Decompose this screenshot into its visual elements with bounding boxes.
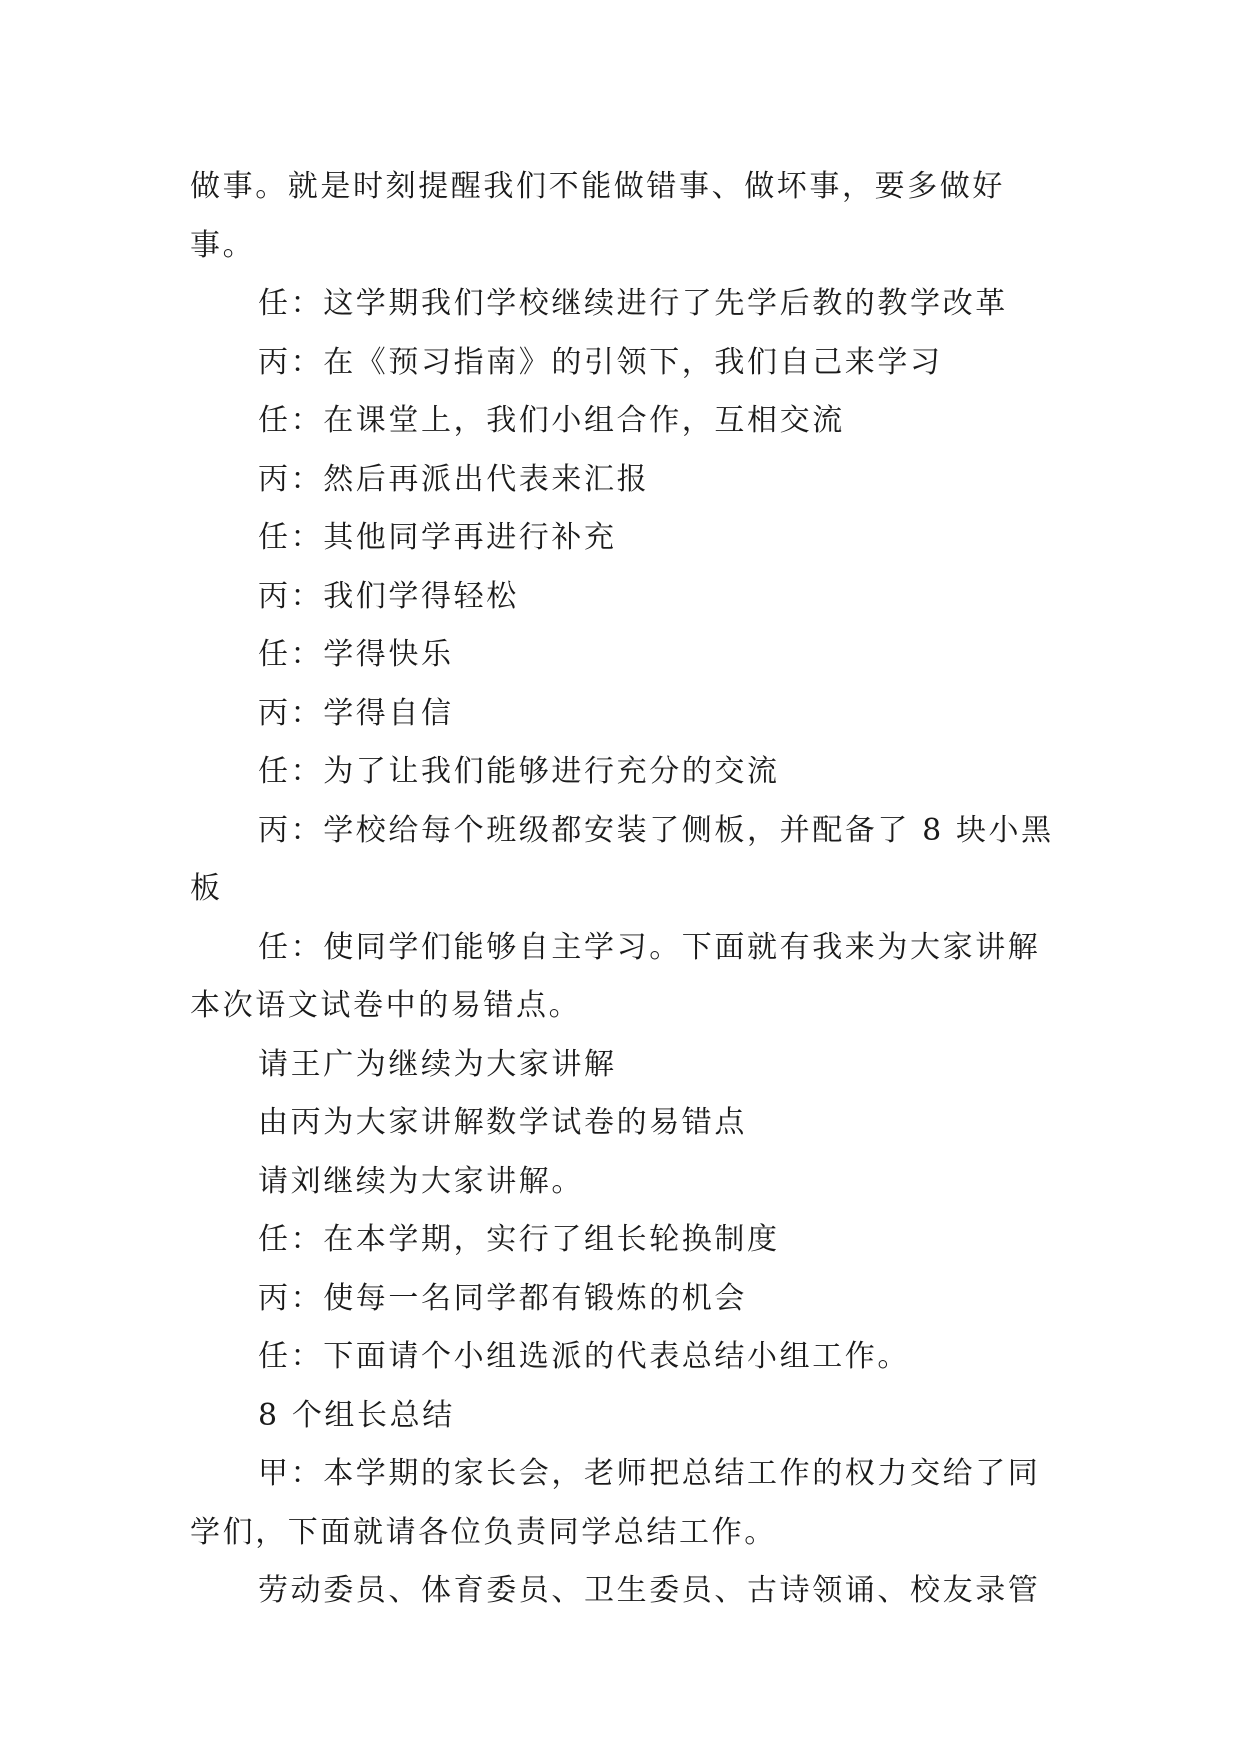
- paragraph: 任：这学期我们学校继续进行了先学后教的教学改革: [258, 286, 1008, 321]
- paragraph: 丙：然后再派出代表来汇报: [258, 461, 650, 497]
- paragraph: 请王广为继续为大家讲解: [258, 1046, 617, 1082]
- paragraph: 做事。就是时刻提醒我们不能做错事、做坏事，要多做好事。: [190, 169, 1005, 263]
- paragraph: 任：下面请个小组选派的代表总结小组工作。: [258, 1339, 910, 1374]
- paragraph: 甲：本学期的家长会，老师把总结工作的权力交给了同学们，下面就请各位负责同学总结工作。: [190, 1456, 1041, 1550]
- paragraph: 丙：在《预习指南》的引领下，我们自己来学习: [258, 344, 943, 380]
- paragraph: 任：使同学们能够自主学习。下面就有我来为大家讲解本次语文试卷中的易错点。: [190, 929, 1041, 1023]
- paragraph: 由丙为大家讲解数学试卷的易错点: [258, 1105, 747, 1140]
- paragraph: 任：在本学期，实行了组长轮换制度: [258, 1222, 780, 1257]
- paragraph: 丙：使每一名同学都有锻炼的机会: [258, 1280, 747, 1316]
- paragraph: 任：为了让我们能够进行充分的交流: [258, 754, 780, 789]
- document-body: [190, 158, 1060, 1621]
- paragraph: 任：在课堂上，我们小组合作，互相交流: [258, 403, 845, 438]
- paragraph: 丙：学校给每个班级都安装了侧板，并配备了 8 块小黑板: [190, 812, 1054, 906]
- paragraph: 劳动委员、体育委员、卫生委员、古诗领诵、校友录管: [258, 1573, 1041, 1608]
- paragraph: 请刘继续为大家讲解。: [258, 1163, 584, 1199]
- paragraph: 丙：学得自信: [258, 695, 454, 731]
- paragraph: 8 个组长总结: [258, 1397, 455, 1433]
- paragraph: 任：学得快乐: [258, 637, 454, 672]
- paragraph: 任：其他同学再进行补充: [258, 520, 617, 555]
- paragraph: 丙：我们学得轻松: [258, 578, 519, 614]
